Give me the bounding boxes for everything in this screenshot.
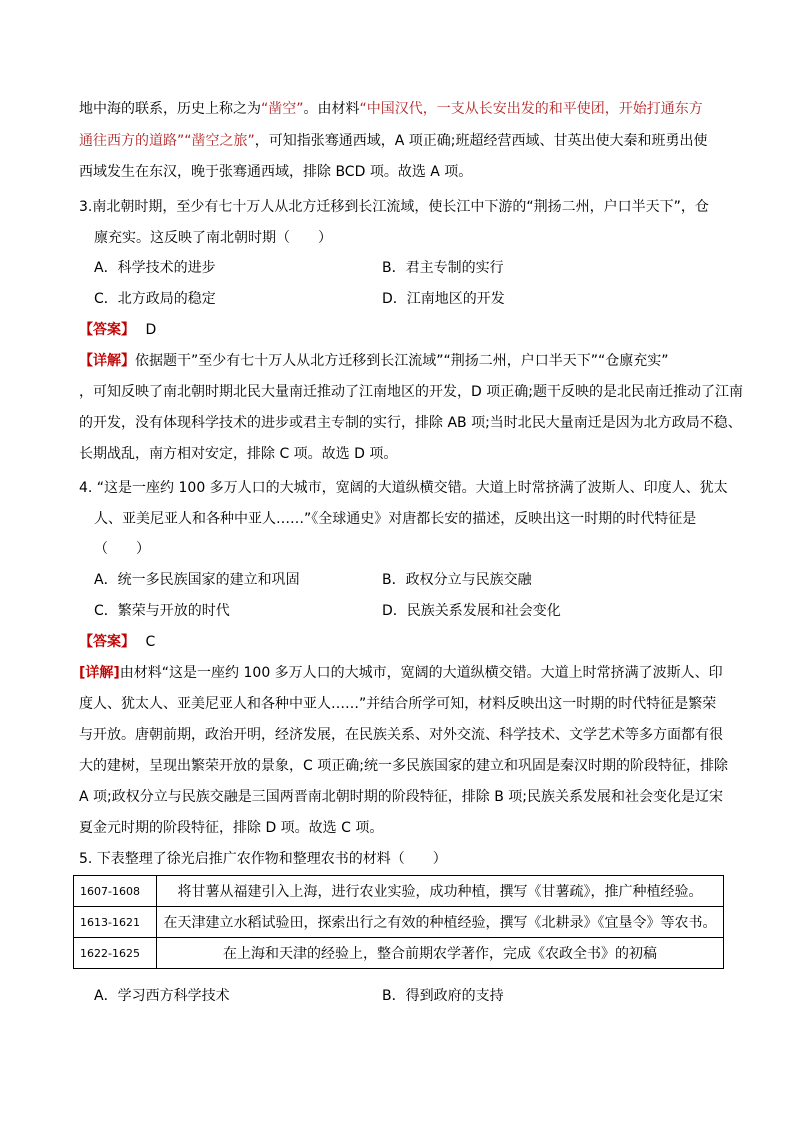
q5-option-a: A．学习西方科学技术 (94, 988, 230, 1004)
q2-text: 。由材料 (303, 101, 360, 117)
answer-label: 【答案】 (79, 634, 135, 650)
q2-detail-line-2 (79, 131, 708, 151)
table-row (74, 907, 724, 938)
table-cell-text: 在天津建立水稻试验田，探索出行之有效的种植经验，撰写《北耕录》《宜垦令》等农书。 (157, 907, 724, 938)
q3-detail-line-3: 的开发，没有体现科学技术的进步或君主专制的实行，排除 AB 项;当时北民大量南迁是因为北方政局不稳、 (79, 415, 742, 431)
answer-label: 【答案】 (79, 322, 135, 338)
q4-stem-line-3: （ ） (94, 541, 150, 557)
q4-detail-line-4: 大的建树，呈现出繁荣开放的景象，C 项正确;统一多民族国家的建立和巩固是秦汉时期的阶段特征，排除 (79, 758, 728, 774)
q4-option-a: A．统一多民族国家的建立和巩固 (94, 572, 300, 588)
q4-detail-line-1 (79, 663, 723, 683)
table-cell-text: 在上海和天津的经验上，整合前期农学著作，完成《农政全书》的初稿 (157, 938, 724, 969)
q4-stem-line-1: 4. “这是一座约 100 多万人口的大城市，宽阔的大道纵横交错。大道上时常挤满了波斯人、印度人、犹太 (79, 480, 728, 496)
q3-option-c: C．北方政局的稳定 (94, 291, 216, 307)
detail-label: 【详解】 (79, 353, 135, 369)
table-cell-year: 1622-1625 (74, 938, 157, 969)
q5-table (73, 875, 724, 969)
q4-option-c: C．繁荣与开放的时代 (94, 603, 230, 619)
q3-stem-line-2: 廪充实。这反映了南北朝时期（ ） (94, 230, 332, 246)
q3-stem-line-1: 3.南北朝时期，至少有七十万人从北方迁移到长江流域，使长江中下游的“荆扬二州，户口半天下”，仓 (79, 199, 709, 215)
q5-option-b: B．得到政府的支持 (382, 988, 504, 1004)
q3-detail-line-2: ，可知反映了南北朝时期北民大量南迁推动了江南地区的开发，D 项正确;题干反映的是北民南迁推动了江南 (79, 384, 743, 400)
table-row (74, 938, 724, 969)
q3-option-d: D．江南地区的开发 (382, 291, 505, 307)
q3-option-a: A．科学技术的进步 (94, 260, 216, 276)
q2-quote: 通往西方的道路”“凿空之旅” (79, 133, 255, 149)
q2-detail-line-3: 西域发生在东汉，晚于张骞通西域，排除 BCD 项。故选 A 项。 (79, 164, 473, 180)
detail-text: 依据题干”至少有七十万人从北方迁移到长江流域”“荆扬二州，户口半天下”“仓廪充实” (135, 353, 669, 369)
q3-detail-line-1 (79, 351, 669, 371)
q2-text: 地中海的联系，历史上称之为 (79, 101, 261, 117)
detail-text: 由材料“这是一座约 100 多万人口的大城市，宽阔的大道纵横交错。大道上时常挤满了波斯人、印 (119, 665, 723, 681)
q4-detail-line-2: 度人、犹太人、亚美尼亚人和各种中亚人……”并结合所学可知，材料反映出这一时期的时代特征是繁荣 (79, 696, 717, 712)
table-cell-text: 将甘薯从福建引入上海，进行农业实验，成功种植，撰写《甘薯疏》，推广种植经验。 (157, 876, 724, 907)
table-cell-year: 1613-1621 (74, 907, 157, 938)
q3-option-b: B．君主专制的实行 (382, 260, 504, 276)
q3-answer (79, 320, 156, 340)
detail-label: [详解] (79, 665, 120, 681)
q4-stem-line-2: 人、亚美尼亚人和各种中亚人……”《全球通史》对唐都长安的描述，反映出这一时期的时代特征是 (94, 511, 697, 527)
q2-text: ，可知指张骞通西域，A 项正确;班超经营西域、甘英出使大秦和班勇出使 (254, 133, 708, 149)
q2-detail-line-1 (79, 99, 703, 119)
q3-detail-line-4: 长期战乱，南方相对安定，排除 C 项。故选 D 项。 (79, 446, 398, 462)
q4-option-d: D．民族关系发展和社会变化 (382, 603, 561, 619)
q4-detail-line-6: 夏金元时期的阶段特征，排除 D 项。故选 C 项。 (79, 820, 384, 836)
table-row (74, 876, 724, 907)
table-cell-year: 1607-1608 (74, 876, 157, 907)
q4-detail-line-3: 与开放。唐朝前期，政治开明，经济发展，在民族关系、对外交流、科学技术、文学艺术等多方面都有很 (79, 727, 723, 743)
q2-quote: “中国汉代，一支从长安出发的和平使团，开始打通东方 (359, 101, 703, 117)
answer-value: D (145, 322, 157, 338)
q5-stem: 5. 下表整理了徐光启推广农作物和整理农书的材料（ ） (79, 851, 447, 867)
q4-answer (79, 632, 155, 652)
q4-detail-line-5: A 项;政权分立与民族交融是三国两晋南北朝时期的阶段特征，排除 B 项;民族关系发展和社会变化是辽宋 (79, 789, 723, 805)
answer-value: C (145, 634, 156, 650)
q4-option-b: B．政权分立与民族交融 (382, 572, 532, 588)
q2-quote: “凿空” (261, 101, 304, 117)
